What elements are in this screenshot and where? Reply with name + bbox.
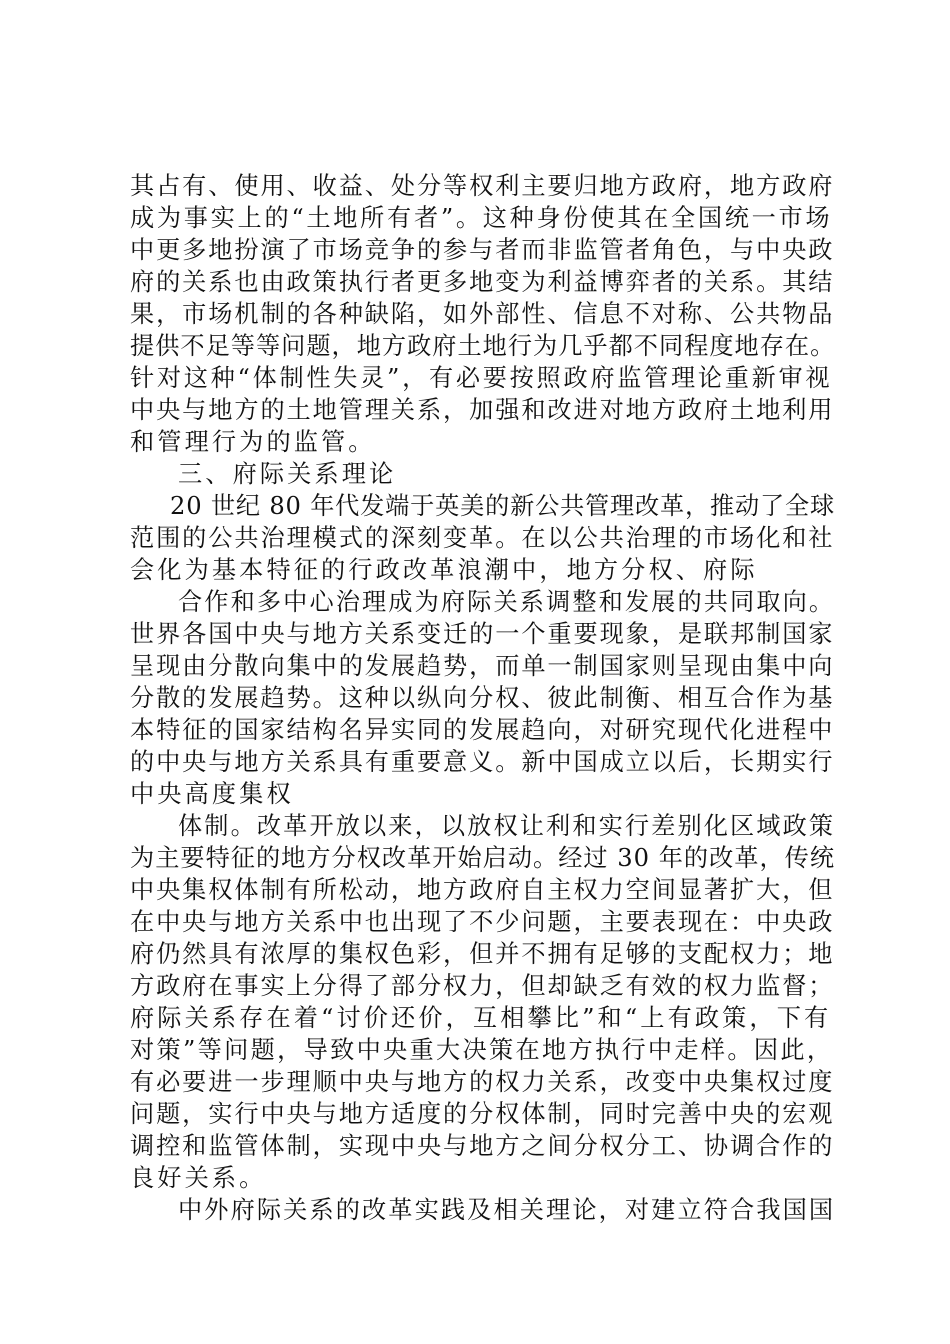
text-line: 提供不足等等问题，地方政府土地行为几乎都不同程度地存在。 <box>130 332 836 360</box>
text-line: 和管理行为的监管。 <box>130 428 376 456</box>
text-line: 分散的发展趋势。这种以纵向分权、彼此制衡、相互合作为基 <box>130 684 835 712</box>
text-line: 呈现由分散向集中的发展趋势，而单一制国家则呈现由集中向 <box>130 652 835 680</box>
text-line: 范围的公共治理模式的深刻变革。在以公共治理的市场化和社 <box>130 524 835 552</box>
paragraph-first-line: 合作和多中心治理成为府际关系调整和发展的共同取向。 <box>178 588 836 616</box>
text-line: 府仍然具有浓厚的集权色彩，但并不拥有足够的支配权力；地 <box>130 940 835 968</box>
text-line: 中更多地扮演了市场竞争的参与者而非监管者角色，与中央政 <box>130 236 835 264</box>
text-line: 成为事实上的“土地所有者”。这种身份使其在全国统一市场 <box>130 204 833 232</box>
text-line: 世界各国中央与地方关系变迁的一个重要现象，是联邦制国家 <box>130 620 835 648</box>
section-heading: 三、府际关系理论 <box>178 460 397 488</box>
text-line: 在中央与地方关系中也出现了不少问题，主要表现在：中央政 <box>130 908 835 936</box>
text-line: 良好关系。 <box>130 1164 267 1192</box>
text-line: 其占有、使用、收益、处分等权利主要归地方政府，地方政府 <box>130 172 835 200</box>
paragraph-first-line: 20 世纪 80 年代发端于英美的新公共管理改革，推动了全球 <box>170 492 835 520</box>
text-line: 中央集权体制有所松动，地方政府自主权力空间显著扩大，但 <box>130 876 835 904</box>
paragraph-first-line: 体制。改革开放以来，以放权让利和实行差别化区域政策 <box>178 812 836 840</box>
paragraph-first-line: 中外府际关系的改革实践及相关理论，对建立符合我国国 <box>178 1196 836 1224</box>
text-line: 本特征的国家结构名异实同的发展趋向，对研究现代化进程中 <box>130 716 835 744</box>
text-line: 对策”等问题，导致中央重大决策在地方执行中走样。因此， <box>130 1036 834 1064</box>
text-line: 针对这种“体制性失灵”，有必要按照政府监管理论重新审视 <box>130 364 833 392</box>
text-line: 的中央与地方关系具有重要意义。新中国成立以后，长期实行 <box>130 748 835 776</box>
text-line: 方政府在事实上分得了部分权力，但却缺乏有效的权力监督； <box>130 972 835 1000</box>
text-line: 府际关系存在着“讨价还价，互相攀比”和“上有政策，下有 <box>130 1004 832 1032</box>
text-line: 会化为基本特征的行政改革浪潮中，地方分权、府际 <box>130 556 758 584</box>
text-line: 中央与地方的土地管理关系，加强和改进对地方政府土地利用 <box>130 396 835 424</box>
text-line: 果，市场机制的各种缺陷，如外部性、信息不对称、公共物品 <box>130 300 835 328</box>
document-body <box>130 170 835 1226</box>
text-line: 调控和监管体制，实现中央与地方之间分权分工、协调合作的 <box>130 1132 835 1160</box>
text-line: 府的关系也由政策执行者更多地变为利益博弈者的关系。其结 <box>130 268 835 296</box>
text-line: 问题，实行中央与地方适度的分权体制，同时完善中央的宏观 <box>130 1100 835 1128</box>
text-line: 中央高度集权 <box>130 780 294 808</box>
text-line: 为主要特征的地方分权改革开始启动。经过 30 年的改革，传统 <box>130 844 836 872</box>
text-line: 有必要进一步理顺中央与地方的权力关系，改变中央集权过度 <box>130 1068 835 1096</box>
